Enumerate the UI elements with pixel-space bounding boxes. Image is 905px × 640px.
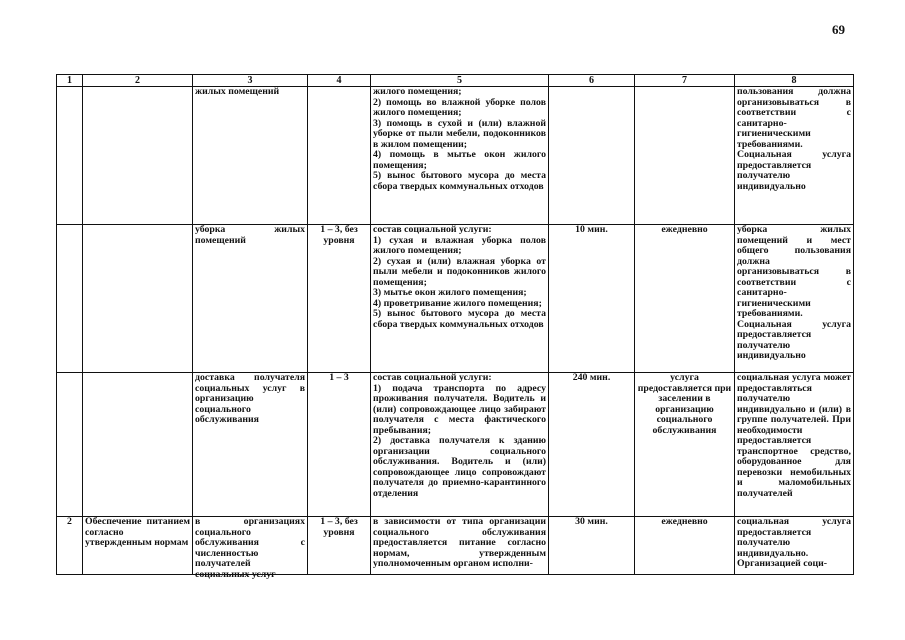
service-frequency [635,87,735,225]
service-name-text: Обеспечение питанием согласно утвержденным нормам [85,516,190,548]
col-header-2: 2 [83,75,193,87]
service-composition [371,87,549,225]
composition-line: 5) вынос бытового мусора до места сбора твердых коммунальных отходов [373,308,546,330]
service-subtype [193,516,308,580]
service-duration: 30 мин. [549,517,635,575]
service-name [83,373,193,517]
service-subtype: доставка получателя социальных услуг в организацию социального обслуживания [193,373,308,517]
col-header-6: 6 [549,75,635,87]
composition-line: 2) помощь во влажной уборке полов жилого помещения; [373,96,546,118]
service-name [83,87,193,225]
composition-line: 4) проветривание жилого помещения; [373,297,542,309]
col-header-8: 8 [735,75,854,87]
table-row [57,87,854,225]
service-name [83,517,193,575]
service-duration: 240 мин. [549,373,635,517]
composition-line: 2) доставка получателя к зданию организации социального обслуживания. Водитель и (или) сопровождающее лицо сопровождают получателя до приемно-карантинного отделения [373,435,546,499]
composition-line: жилого помещения; [373,86,462,97]
row-number [57,225,83,373]
service-subtype: жилых помещений [193,87,308,225]
service-level: 1 – 3 [308,373,371,517]
column-number-row [57,75,854,87]
composition-line: 3) помощь в сухой и (или) влажной уборке от пыли мебели, подоконников в жилом помещении; [373,117,546,150]
service-subtype: уборка жилых помещений [193,225,308,373]
service-level: 1 – 3, без уровня [308,517,371,575]
col-header-5: 5 [371,75,549,87]
composition-line: 1) сухая и влажная уборка полов жилого помещения; [373,234,546,256]
service-conditions-text: социальная услуга предоставляется получателю индивидуально. Организацией соци- [737,516,851,569]
service-frequency: услуга предоставляется при заселении в организацию социального обслуживания [635,373,735,517]
service-composition [371,225,549,373]
table-row [57,373,854,517]
composition-line: 2) сухая и (или) влажная уборка от пыли мебели и подоконников жилого помещения; [373,255,546,288]
composition-line: 3) мытье окон жилого помещения; [373,287,527,298]
service-subtype-text: в организациях социального обслуживания с численностью получателей социальных услуг [195,516,305,580]
service-conditions [735,517,854,575]
service-conditions: уборка жилых помещений и мест общего пользования должна организовываться в соответствии с санитарно-гигиеническими требованиями. Социальная услуга предоставляется получателю индивидуально [735,225,854,373]
service-conditions: социальная услуга может предоставляться получателю индивидуально и (или) в группе получателей. При необходимости предоставляется транспортное средство, оборудованное для перевозки немобильных и маломобильных получателей [735,373,854,517]
service-name [83,225,193,373]
col-header-4: 4 [308,75,371,87]
col-header-3: 3 [193,75,308,87]
service-duration: 10 мин. [549,225,635,373]
service-duration [549,87,635,225]
table-row [57,225,854,373]
service-composition [371,373,549,517]
composition-line: состав социальной услуги: [373,224,492,235]
composition-line: 5) вынос бытового мусора до места сбора твердых коммунальных отходов [373,170,546,192]
table-row [57,517,854,575]
service-level [308,87,371,225]
row-number: 2 [57,517,83,575]
service-level: 1 – 3, без уровня [308,225,371,373]
service-frequency: ежедневно [635,225,735,373]
row-number [57,87,83,225]
service-frequency: ежедневно [635,517,735,575]
col-header-1: 1 [57,75,83,87]
service-conditions: пользования должна организовываться в соответствии с санитарно-гигиеническими требованиями. Социальная услуга предоставляется получателю индивидуально [735,87,854,225]
composition-line: 4) помощь в мытье окон жилого помещения; [373,149,546,171]
services-table [56,74,854,580]
composition-line: в зависимости от типа организации социального обслуживания предоставляется питание согласно нормам, утвержденным уполномоченным органом исполни- [373,516,546,569]
composition-line: 1) подача транспорта по адресу проживания получателя. Водитель и (или) сопровождающее лицо забирают получателя с места фактического пребывания; [373,382,546,436]
service-composition [371,517,549,575]
col-header-7: 7 [635,75,735,87]
composition-line: состав социальной услуги: [373,372,492,383]
composition-clip [373,517,546,567]
page-number: 69 [832,22,845,37]
row-number [57,373,83,517]
